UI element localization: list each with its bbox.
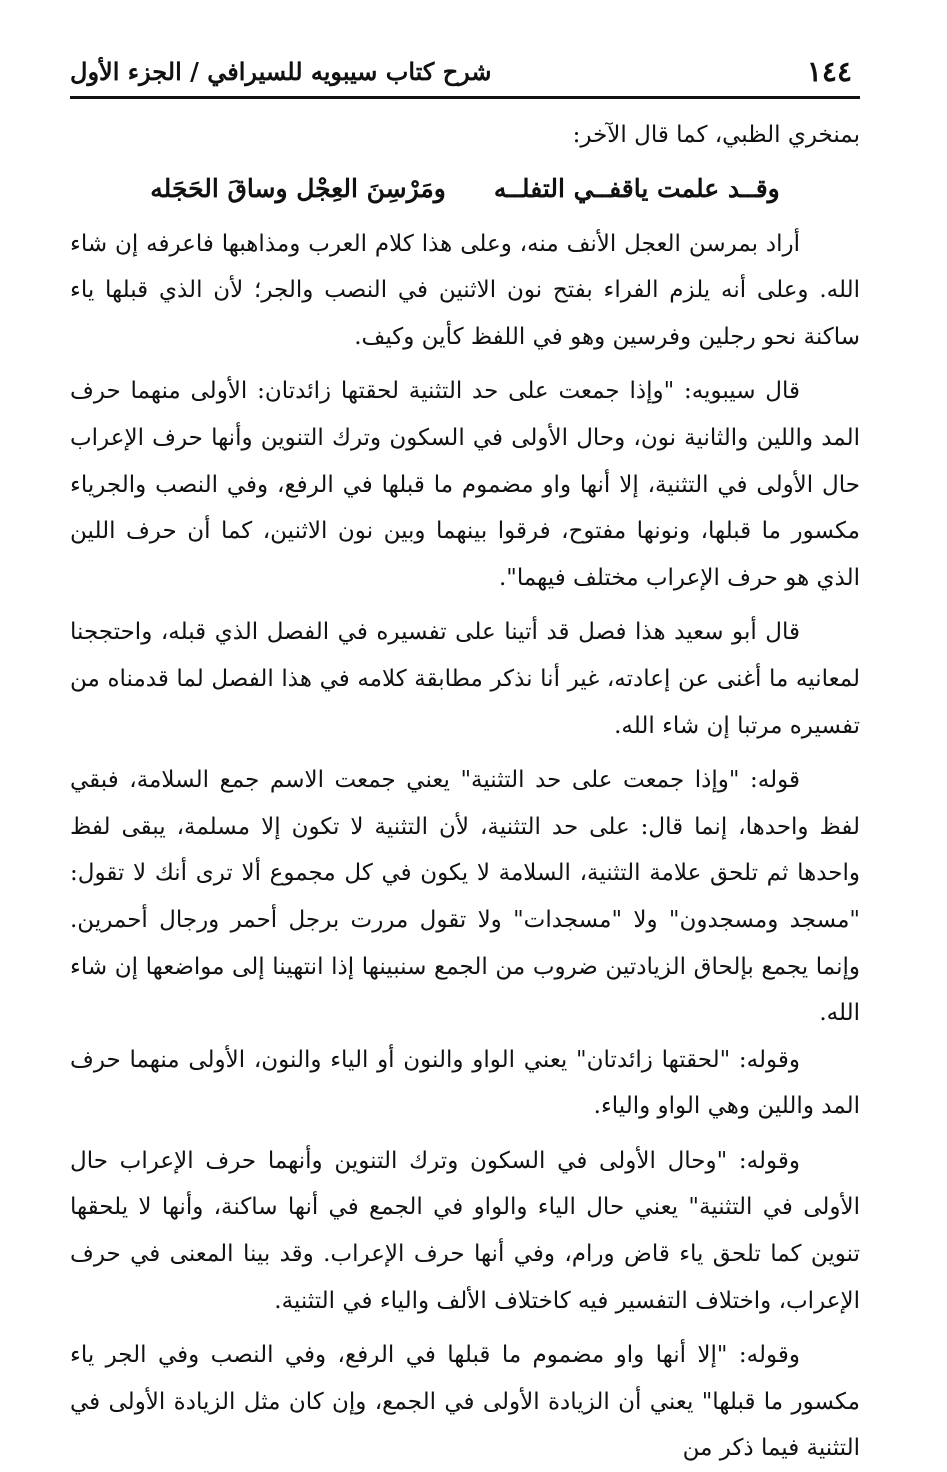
page-body (70, 112, 860, 1472)
running-title: شرح كتاب سيبويه للسيرافي / الجزء الأول (70, 56, 492, 86)
paragraph: قال سيبويه: "وإذا جمعت على حد التثنية لحقتها زائدتان: الأولى منهما حرف المد واللين والثانية نون، وحال الأولى في السكون وترك التنوين وأنها حرف الإعراب حال الأولى في التثنية، إلا أنها واو مضموم ما قبلها في الرفع، وفي النصب والجرياء مكسور ما قبلها، ونونها مفتوح، فرقوا بينهما وبين نون الاثنين، كما أن حرف اللين الذي هو حرف الإعراب مختلف فيهما". (70, 378, 860, 591)
paragraph: قال أبو سعيد هذا فصل قد أتينا على تفسيره في الفصل الذي قبله، واحتججنا لمعانيه ما أغنى عن إعادته، غير أنا نذكر مطابقة كلامه في هذا الفصل لما قدمناه من تفسيره مرتبا إن شاء الله. (70, 619, 860, 739)
paragraph: أراد بمرسن العجل الأنف منه، وعلى هذا كلام العرب ومذاهبها فاعرفه إن شاء الله. وعلى أنه يلزم الفراء بفتح نون الاثنين في النصب والجر؛ لأن الذي قبلها ياء ساكنة نحو رجلين وفرسين وهو في اللفظ كأين وكيف. (70, 230, 860, 350)
book-page (70, 0, 860, 1462)
paragraph: وقوله: "لحقتها زائدتان" يعني الواو والنون أو الياء والنون، الأولى منهما حرف المد واللين وهي الواو والياء. (70, 1046, 860, 1120)
paragraph: وقوله: "وحال الأولى في السكون وترك التنوين وأنهما حرف الإعراب حال الأولى في التثنية" يعني حال الياء والواو في الجمع في أنها ساكنة، وأنها لا يلحقها تنوين كما تلحق ياء قاض ورام، وفي أنها حرف الإعراب. وقد بينا المعنى في حرف الإعراب، واختلاف التفسير فيه كاختلاف الألف والياء في التثنية. (70, 1147, 860, 1314)
poetry-verse (70, 161, 860, 217)
paragraph: قوله: "وإذا جمعت على حد التثنية" يعني جمعت الاسم جمع السلامة، فبقي لفظ واحدها، إنما قال: على حد التثنية، لأن التثنية لا تكون إلا مسلمة، يبقى لفظ واحدها ثم تلحق علامة التثنية، السلامة لا يكون في كل مجموع ألا ترى أنك لا تقول: "مسجد ومسجدون" ولا "مسجدات" ولا تقول مررت برجل أحمر ورجال أحمرين. وإنما يجمع بإلحاق الزيادتين ضروب من الجمع سنبينها إذا انتهينا إلى مواضعها إن شاء الله. (70, 767, 860, 1027)
intro-line: بمنخري الظبي، كما قال الآخر: (572, 122, 860, 148)
page-number: ١٤٤ (806, 54, 852, 88)
paragraph: وقوله: "إلا أنها واو مضموم ما قبلها في الرفع، وفي النصب وفي الجر ياء مكسور ما قبلها" يعني أن الزيادة الأولى في الجمع، وإن كان مثل الزيادة الأولى في التثنية فيما ذكر من (70, 1342, 860, 1462)
verse-first-hemistich: وقــد علمت ياقفــي التفلــه (493, 173, 780, 203)
page-header (70, 48, 860, 94)
verse-second-hemistich: ومَرْسِنَ العِجْل وساقَ الحَجَله (150, 173, 446, 203)
header-divider (70, 96, 860, 99)
